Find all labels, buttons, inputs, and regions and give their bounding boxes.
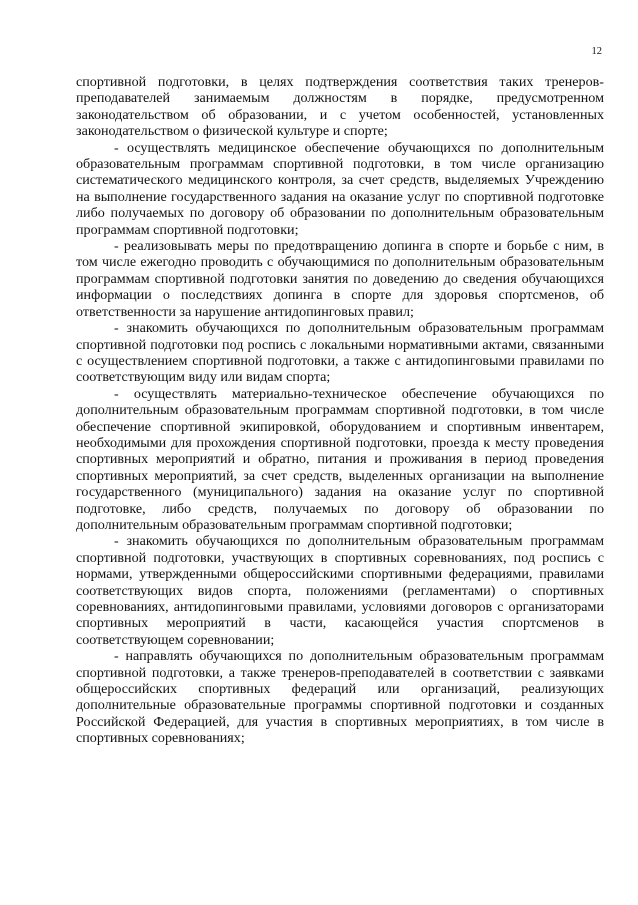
list-item-anti-doping-measures: - реализовывать меры по предотвращению допинга в спорте и борьбе с ним, в том числе ежегодно проводить с обучающимися по дополнительным образовательным программам спортивной подготовки занятия по доведению до сведения обучающихся информации о последствиях допинга в спорте для здоровья спортсменов, об ответственности за нарушение антидопинговых правил; (76, 238, 604, 320)
list-item-send-to-events: - направлять обучающихся по дополнительным образовательным программам спортивной подготовки, а также тренеров-преподавателей в соответствии с заявками общероссийских спортивных федераций или организаций, реализующих дополнительные образовательные программы спортивной подготовки и созданных Российской Федерацией, для участия в спортивных мероприятиях, в том числе в спортивных соревнованиях; (76, 648, 604, 747)
list-item-medical-support: - осуществлять медицинское обеспечение обучающихся по дополнительным образовательным программам спортивной подготовки, в том числе организацию систематического медицинского контроля, за счет средств, выделяемых Учреждению на выполнение государственного задания на оказание услуг по спортивной подготовке либо получаемых по договору об образовании по дополнительным образовательным программам спортивной подготовки; (76, 139, 604, 238)
page-number: 12 (591, 46, 602, 57)
list-item-familiarize-local-acts: - знакомить обучающихся по дополнительным образовательным программам спортивной подготовки под роспись с локальными нормативными актами, связанными с осуществлением спортивной подготовки, а также с антидопинговыми правилами по соответствующим виду или видам спорта; (76, 320, 604, 386)
paragraph-continuation: спортивной подготовки, в целях подтверждения соответствия таких тренеров-преподавателей занимаемым должностям в порядке, предусмотренном законодательством об образовании, и с учетом особенностей, установленных законодательством о физической культуре и спорте; (76, 74, 604, 140)
document-body (76, 74, 604, 747)
list-item-familiarize-competition-rules: - знакомить обучающихся по дополнительным образовательным программам спортивной подготовки, участвующих в спортивных соревнованиях, под роспись с нормами, утвержденными общероссийскими спортивными федерациями, правилами соответствующих видов спорта, положениями (регламентами) о спортивных соревнованиях, антидопинговыми правилами, условиями договоров с организаторами спортивных мероприятий в части, касающейся участия спортсменов в соответствующем соревновании; (76, 533, 604, 648)
list-item-material-support: - осуществлять материально-техническое обеспечение обучающихся по дополнительным образовательным программам спортивной подготовки, в том числе обеспечение спортивной экипировкой, оборудованием и спортивным инвентарем, необходимыми для прохождения спортивной подготовки, проезда к месту проведения спортивных мероприятий и обратно, питания и проживания в период проведения спортивных мероприятий, за счет средств, выделенных организации на выполнение государственного (муниципального) задания на оказание услуг по спортивной подготовке, либо средств, получаемых по договору об образовании по дополнительным образовательным программам спортивной подготовки; (76, 385, 604, 533)
